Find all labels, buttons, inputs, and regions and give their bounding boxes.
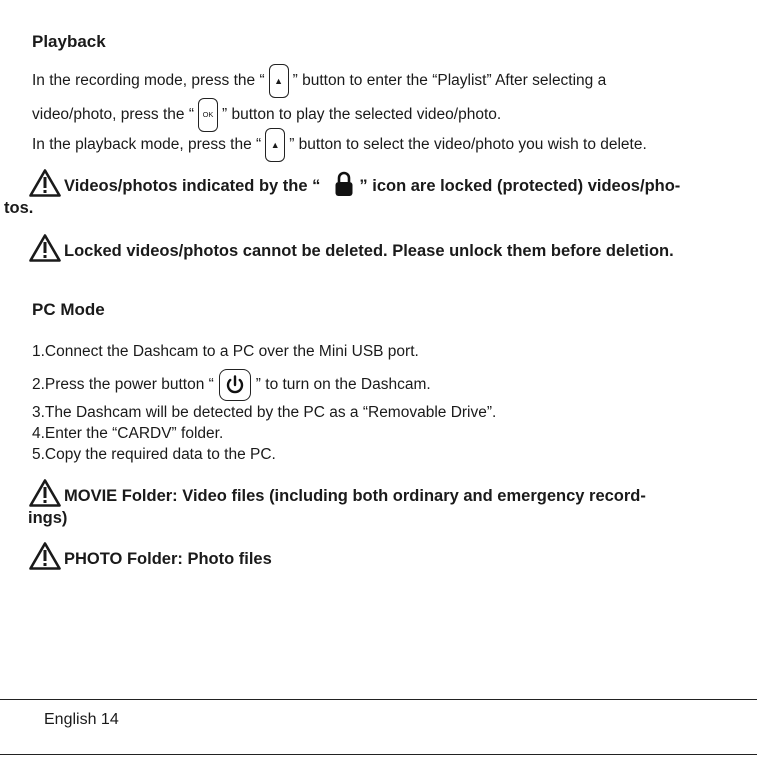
- footer-bottom-rule: [0, 754, 757, 755]
- lock-icon: [334, 171, 354, 197]
- warning-triangle-icon: [28, 168, 62, 198]
- playback-line-3-pre: In the playback mode, press the “: [32, 136, 262, 154]
- power-button-icon: [219, 369, 251, 401]
- playback-line-2-post: ” button to play the selected video/photo.: [222, 106, 502, 124]
- up-button-icon: ▲: [265, 128, 285, 162]
- pc-step-3: 3.The Dashcam will be detected by the PC as a “Removable Drive”.: [32, 404, 497, 421]
- pc-step-4: 4.Enter the “CARDV” folder.: [32, 425, 224, 442]
- playback-line-3: [32, 128, 732, 162]
- pc-mode-heading: PC Mode: [32, 300, 105, 319]
- playback-note-cannot-delete: [28, 233, 740, 263]
- playback-heading: Playback: [32, 32, 106, 51]
- note-locked-text-pre: Videos/photos indicated by the “: [64, 177, 321, 195]
- page-footer-label: English 14: [44, 711, 119, 728]
- note-movie-folder-text: MOVIE Folder: Video files (including both ordinary and emergency record-: [64, 487, 646, 505]
- up-button-icon: ▲: [269, 64, 289, 98]
- note-locked-text-cont: tos.: [4, 199, 34, 217]
- ok-button-icon: OK: [198, 98, 218, 132]
- note-photo-folder-text: PHOTO Folder: Photo files: [64, 550, 272, 568]
- note-locked-text-post: ” icon are locked (protected) videos/pho-: [359, 177, 681, 195]
- footer-top-rule: [0, 699, 757, 700]
- pc-step-2: [32, 369, 732, 401]
- playback-line-2-pre: video/photo, press the “: [32, 106, 194, 124]
- pc-step-2-post: ” to turn on the Dashcam.: [255, 376, 431, 394]
- playback-line-2: [32, 98, 732, 132]
- playback-line-1-post: ” button to enter the “Playlist” After selecting a: [292, 72, 607, 90]
- warning-triangle-icon: [28, 233, 62, 263]
- warning-triangle-icon: [28, 541, 62, 571]
- pc-step-1: 1.Connect the Dashcam to a PC over the Mini USB port.: [32, 343, 419, 360]
- note-cannot-delete-text: Locked videos/photos cannot be deleted. Please unlock them before deletion.: [64, 242, 674, 260]
- playback-line-1: [32, 64, 732, 98]
- pc-note-movie-folder: [28, 478, 740, 529]
- power-icon: [220, 370, 250, 400]
- playback-note-locked: [4, 168, 740, 219]
- pc-step-5: 5.Copy the required data to the PC.: [32, 446, 276, 463]
- pc-step-2-pre: 2.Press the power button “: [32, 376, 214, 394]
- playback-line-3-post: ” button to select the video/photo you wish to delete.: [289, 136, 647, 154]
- note-movie-folder-text-cont: ings): [28, 509, 68, 527]
- pc-note-photo-folder: [28, 541, 740, 571]
- warning-triangle-icon: [28, 478, 62, 508]
- playback-line-1-pre: In the recording mode, press the “: [32, 72, 265, 90]
